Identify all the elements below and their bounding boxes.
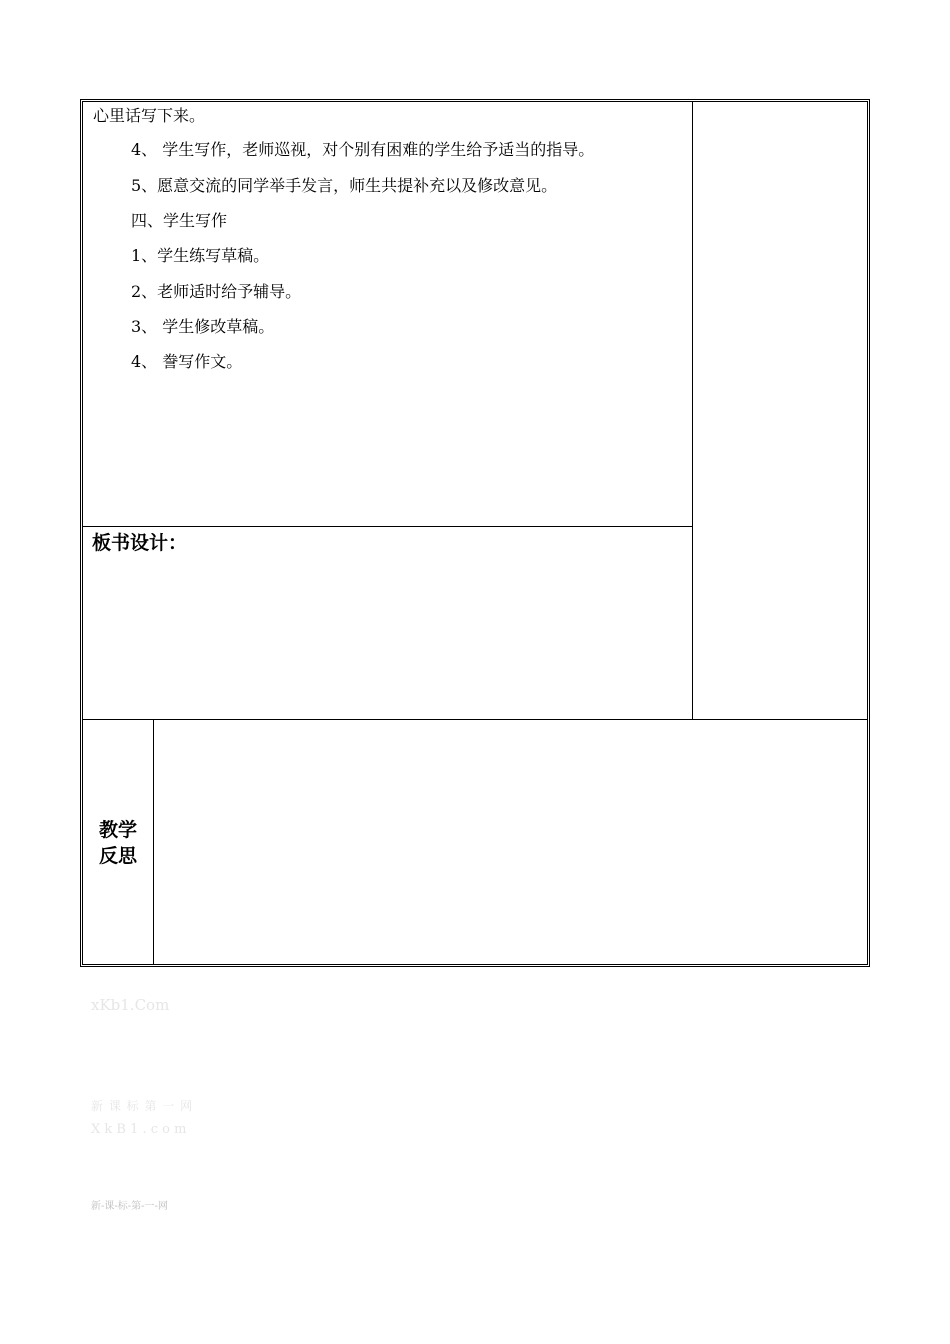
teaching-content-cell — [83, 102, 693, 527]
reflection-body-cell — [154, 720, 868, 965]
content-line: 四、学生写作 — [131, 211, 228, 230]
content-line: 心里话写下来。 — [93, 106, 206, 125]
lesson-plan-table — [80, 99, 870, 967]
content-line: 3、 学生修改草稿。 — [131, 317, 275, 336]
watermark-text: X k B 1 . c o m — [91, 1122, 187, 1137]
watermark-text: xKb1.Com — [91, 996, 170, 1014]
content-line: 2、老师适时给予辅导。 — [131, 282, 302, 301]
content-line: 4、 誊写作文。 — [131, 352, 243, 371]
side-notes-cell — [693, 102, 868, 720]
board-design-cell — [83, 527, 693, 720]
content-line: 4、 学生写作，老师巡视，对个别有困难的学生给予适当的指导。 — [131, 140, 595, 159]
watermark-text: 新 课 标 第 一 网 — [91, 1099, 194, 1113]
watermark-text: 新-课-标-第-一-网 — [91, 1201, 168, 1212]
reflection-row — [83, 719, 868, 965]
content-line: 1、学生练写草稿。 — [131, 246, 270, 265]
reflection-label-cell — [83, 720, 154, 965]
content-line: 5、愿意交流的同学举手发言，师生共提补充以及修改意见。 — [131, 176, 558, 195]
reflection-label: 教学反思 — [98, 818, 137, 867]
board-design-title: 板书设计： — [92, 532, 188, 554]
